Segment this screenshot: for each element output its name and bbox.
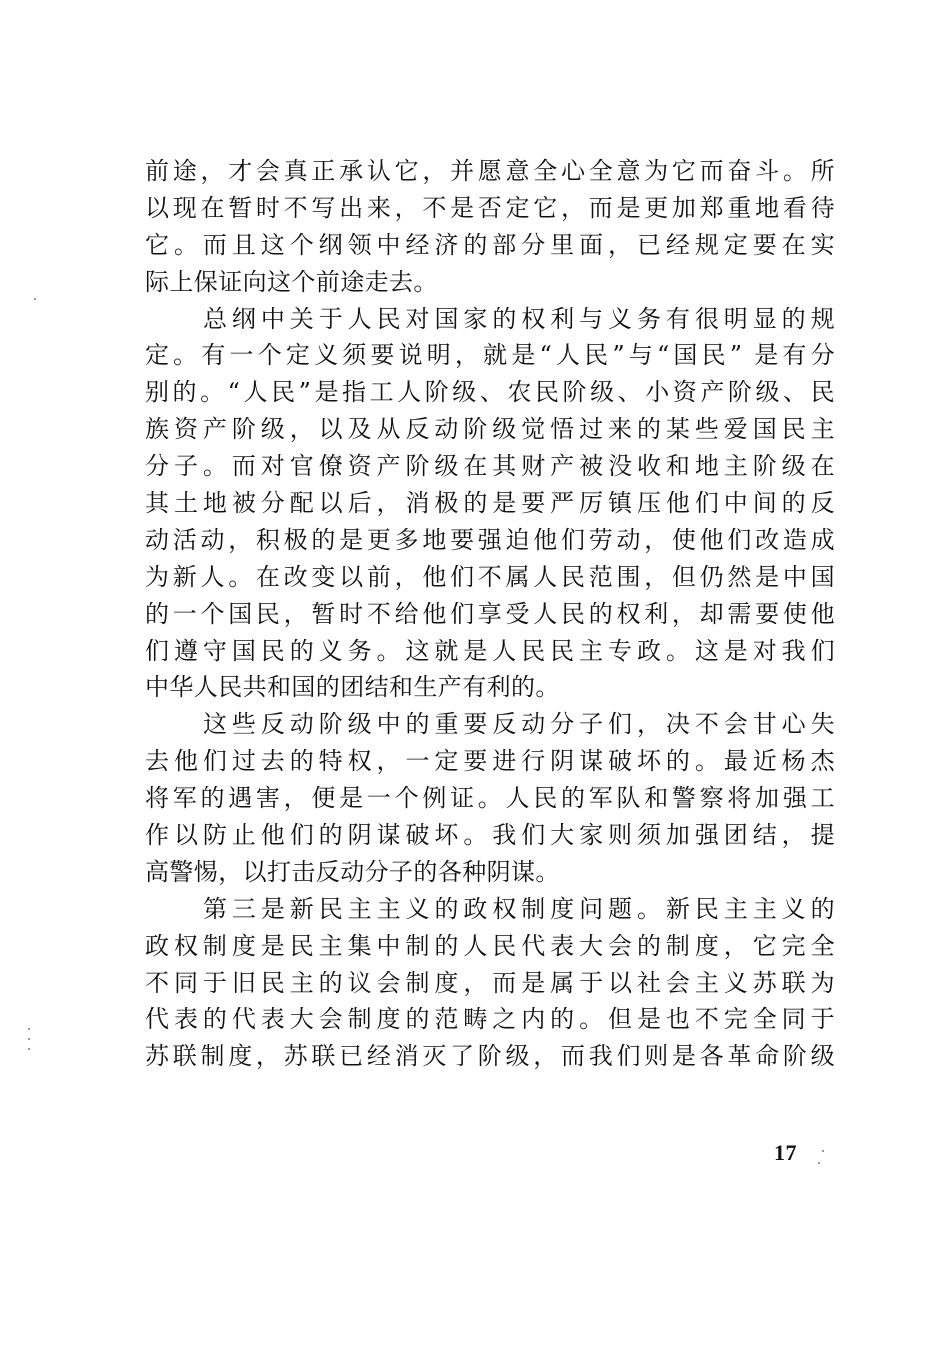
text-line: 代表的代表大会制度的范畴之内的。但是也不完全同于 bbox=[145, 1005, 835, 1034]
text-line: 们遵守国民的义务。这就是人民民主专政。这是对我们 bbox=[145, 636, 835, 665]
scan-speck bbox=[28, 1048, 30, 1050]
text-line: 别的。“人民”是指工人阶级、农民阶级、小资产阶级、民 bbox=[145, 378, 835, 407]
text-line: 高警惕，以打击反动分子的各种阴谋。 bbox=[145, 857, 560, 886]
text-line: 总纲中关于人民对国家的权利与义务有很明显的规 bbox=[203, 304, 835, 333]
text-line: 族资产阶级，以及从反动阶级觉悟过来的某些爱国民主 bbox=[145, 415, 835, 444]
text-line: 将军的遇害，便是一个例证。人民的军队和警察将加强工 bbox=[145, 784, 835, 813]
text-line: 前途，才会真正承认它，并愿意全心全意为它而奋斗。所 bbox=[145, 157, 835, 185]
scan-speck bbox=[818, 1162, 820, 1164]
text-line: 第三是新民主主义的政权制度问题。新民主主义的 bbox=[203, 894, 835, 923]
text-line: 不同于旧民主的议会制度，而是属于以社会主义苏联为 bbox=[145, 968, 835, 997]
text-line: 以现在暂时不写出来，不是否定它，而是更加郑重地看待 bbox=[145, 193, 835, 222]
scan-speck bbox=[822, 1150, 824, 1152]
text-line: 为新人。在改变以前，他们不属人民范围，但仍然是中国 bbox=[145, 562, 835, 591]
text-line: 苏联制度，苏联已经消灭了阶级，而我们则是各革命阶级 bbox=[145, 1042, 835, 1071]
text-line: 其土地被分配以后，消极的是要严厉镇压他们中间的反 bbox=[145, 489, 835, 518]
page-number: 17 bbox=[774, 1140, 797, 1165]
text-line: 去他们过去的特权，一定要进行阴谋破坏的。最近杨杰 bbox=[145, 747, 835, 776]
body-text bbox=[145, 153, 835, 1075]
scan-speck bbox=[28, 1028, 30, 1030]
text-line: 政权制度是民主集中制的人民代表大会的制度，它完全 bbox=[145, 931, 835, 960]
text-line: 中华人民共和国的团结和生产有利的。 bbox=[145, 673, 560, 702]
text-line: 作以防止他们的阴谋破坏。我们大家则须加强团结，提 bbox=[145, 821, 835, 850]
text-line: 分子。而对官僚资产阶级在其财产被没收和地主阶级在 bbox=[145, 452, 835, 481]
text-line: 际上保证向这个前途走去。 bbox=[145, 267, 438, 296]
scan-speck bbox=[34, 298, 36, 300]
text-line: 动活动，积极的是更多地要强迫他们劳动，使他们改造成 bbox=[145, 525, 835, 554]
text-line: 它。而且这个纲领中经济的部分里面，已经规定要在实 bbox=[145, 230, 835, 259]
text-line: 的一个国民，暂时不给他们享受人民的权利，却需要使他 bbox=[145, 599, 835, 628]
scan-speck bbox=[28, 1038, 30, 1040]
text-line: 这些反动阶级中的重要反动分子们，决不会甘心失 bbox=[203, 710, 835, 739]
text-line: 定。有一个定义须要说明，就是“人民”与“国民” 是有分 bbox=[145, 341, 835, 370]
